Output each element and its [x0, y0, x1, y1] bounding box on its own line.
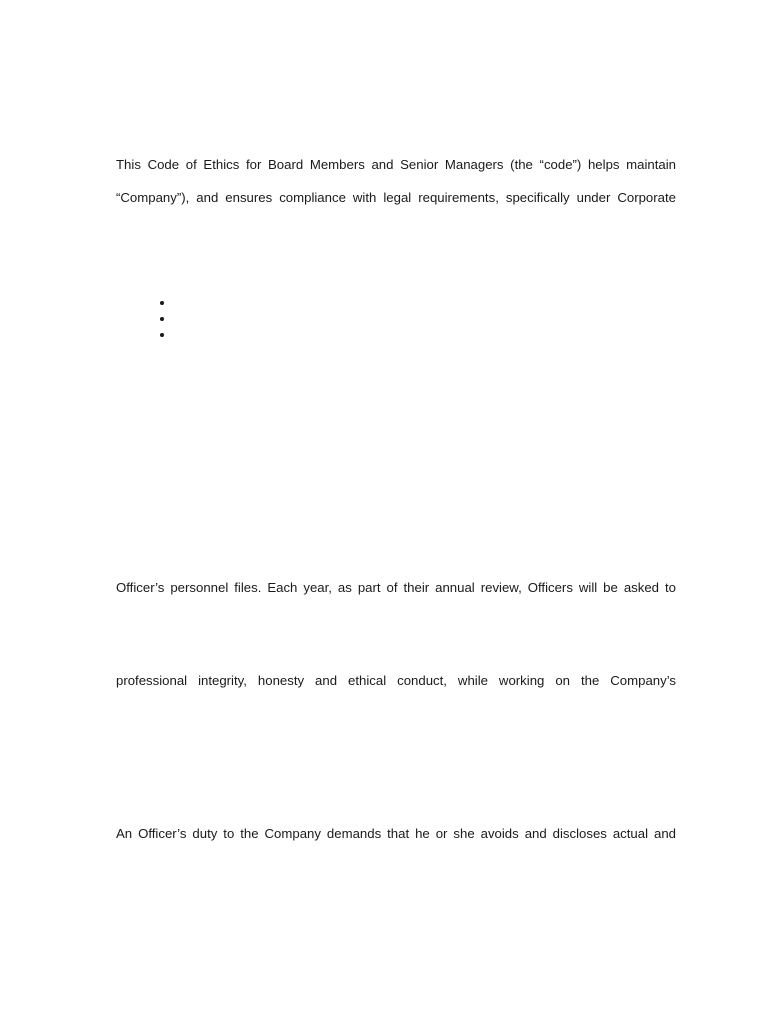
- paragraph-line: professional integrity, honesty and ethical conduct, while working on the Company’s: [116, 673, 676, 688]
- bullet-point: [160, 301, 164, 305]
- paragraph-line: An Officer’s duty to the Company demands that he or she avoids and discloses actual and: [116, 826, 676, 841]
- paragraph-line: Officer’s personnel files. Each year, as part of their annual review, Officers will be asked to: [116, 580, 676, 595]
- bullet-list: [160, 301, 164, 349]
- paragraph-line: “Company”), and ensures compliance with legal requirements, specifically under Corporate: [116, 190, 676, 205]
- paragraph-line: This Code of Ethics for Board Members and Senior Managers (the “code”) helps maintain: [116, 157, 676, 172]
- bullet-point: [160, 333, 164, 337]
- bullet-point: [160, 317, 164, 321]
